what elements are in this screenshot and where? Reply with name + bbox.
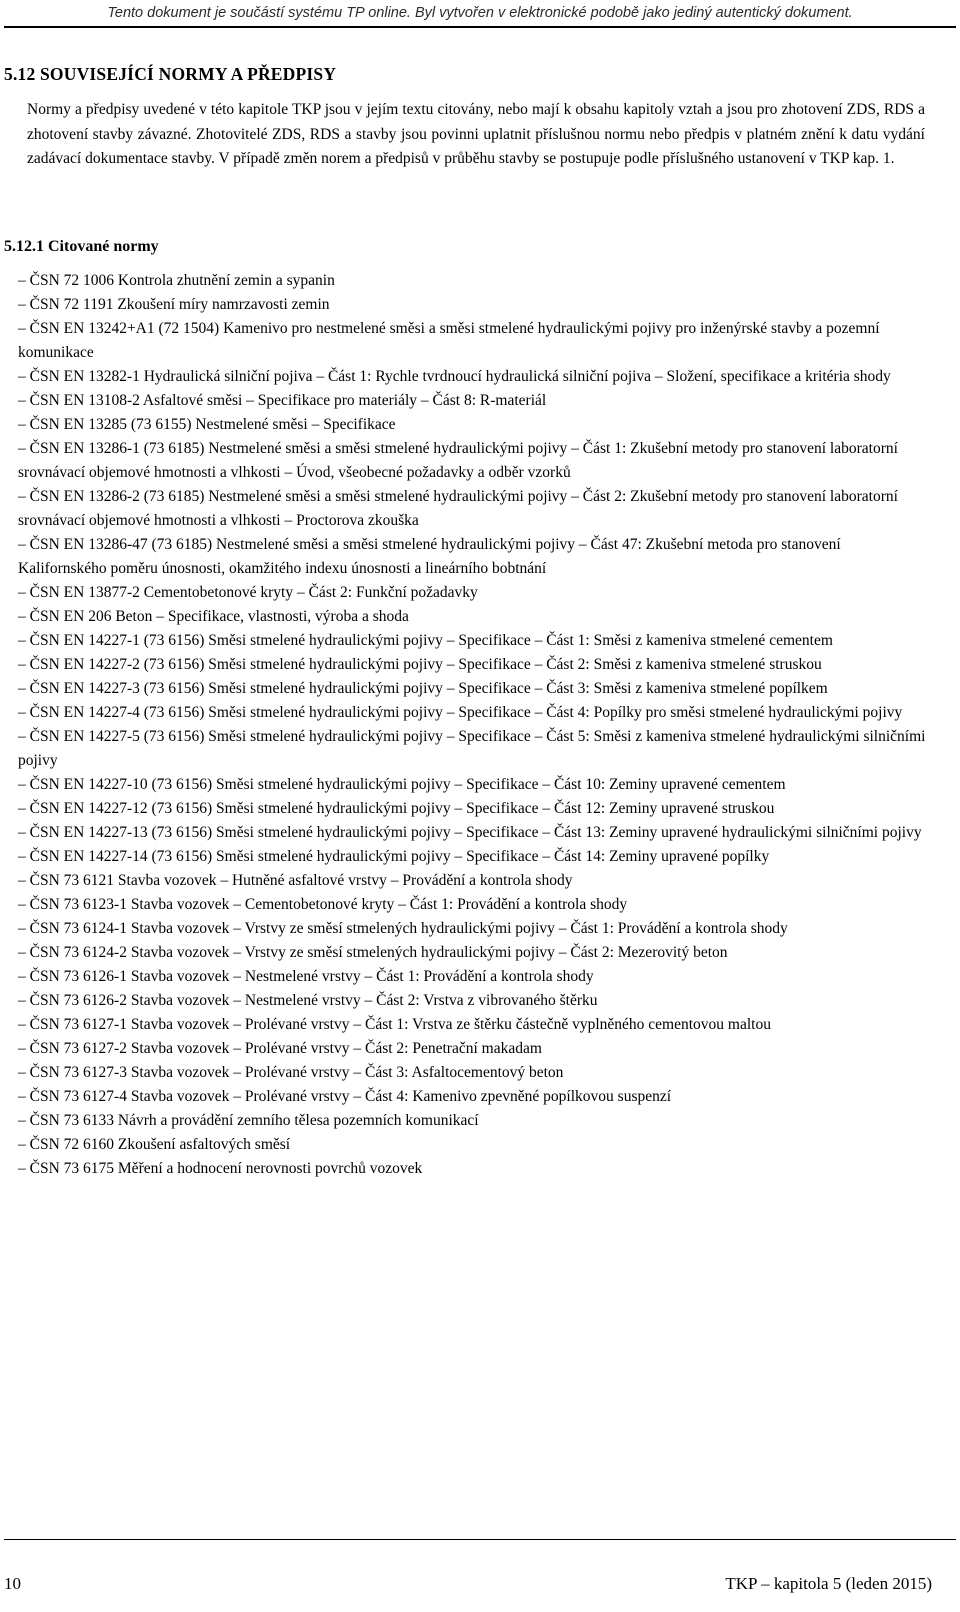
- list-item: – ČSN 73 6127-1 Stavba vozovek – Prolévané vrstvy – Část 1: Vrstva ze štěrku částečně vyplněného cementovou maltou: [18, 1016, 771, 1033]
- list-item: – ČSN EN 13877-2 Cementobetonové kryty – Část 2: Funkční požadavky: [18, 584, 478, 601]
- list-item: – ČSN EN 14227-5 (73 6156) Směsi stmelené hydraulickými pojivy – Specifikace – Část 5: Směsi z kameniva stmelené hydraulickými silničními pojivy: [18, 728, 926, 769]
- list-item: – ČSN 73 6126-2 Stavba vozovek – Nestmelené vrstvy – Část 2: Vrstva z vibrovaného štěrku: [18, 992, 598, 1009]
- list-item: – ČSN EN 14227-4 (73 6156) Směsi stmelené hydraulickými pojivy – Specifikace – Část 4: Popílky pro směsi stmelené hydraulickými pojivy: [18, 704, 903, 721]
- list-item: – ČSN 73 6133 Návrh a provádění zemního tělesa pozemních komunikací: [18, 1112, 479, 1129]
- list-item: – ČSN 72 6160 Zkoušení asfaltových směsí: [18, 1136, 291, 1153]
- list-item: – ČSN 73 6175 Měření a hodnocení nerovnosti povrchů vozovek: [18, 1160, 423, 1177]
- list-item: – ČSN 73 6121 Stavba vozovek – Hutněné asfaltové vrstvy – Provádění a kontrola shody: [18, 872, 573, 889]
- footer-document-title: TKP – kapitola 5 (leden 2015): [725, 1574, 932, 1593]
- list-item: – ČSN EN 14227-12 (73 6156) Směsi stmelené hydraulickými pojivy – Specifikace – Část 12: Zeminy upravené struskou: [18, 800, 775, 817]
- list-item: – ČSN EN 13242+A1 (72 1504) Kamenivo pro nestmelené směsi a směsi stmelené hydraulickými pojivy pro inženýrské stavby a pozemní komunikace: [18, 320, 880, 361]
- list-item: – ČSN 73 6127-2 Stavba vozovek – Prolévané vrstvy – Část 2: Penetrační makadam: [18, 1040, 542, 1057]
- subsection-heading: 5.12.1 Citované normy: [4, 238, 159, 255]
- list-item: – ČSN EN 13285 (73 6155) Nestmelené směsi – Specifikace: [18, 416, 396, 433]
- list-item: – ČSN EN 13108-2 Asfaltové směsi – Specifikace pro materiály – Část 8: R-materiál: [18, 392, 547, 409]
- header-divider: [4, 26, 956, 28]
- list-item: – ČSN EN 13286-1 (73 6185) Nestmelené směsi a směsi stmelené hydraulickými pojivy – Část 1: Zkušební metody pro stanovení laboratorní srovnávací objemové hmotnosti a vlhkosti – Úvod, všeobecné požadavky a odběr vzorků: [18, 440, 898, 481]
- list-item: – ČSN 72 1006 Kontrola zhutnění zemin a sypanin: [18, 272, 335, 289]
- list-item: – ČSN 73 6124-1 Stavba vozovek – Vrstvy ze směsí stmelených hydraulickými pojivy – Část 1: Provádění a kontrola shody: [18, 920, 788, 937]
- list-item: – ČSN 73 6124-2 Stavba vozovek – Vrstvy ze směsí stmelených hydraulickými pojivy – Část 2: Mezerovitý beton: [18, 944, 728, 961]
- list-item: – ČSN EN 206 Beton – Specifikace, vlastnosti, výroba a shoda: [18, 608, 409, 625]
- list-item: – ČSN EN 14227-3 (73 6156) Směsi stmelené hydraulickými pojivy – Specifikace – Část 3: Směsi z kameniva stmelené popílkem: [18, 680, 828, 697]
- list-item: – ČSN EN 13282-1 Hydraulická silniční pojiva – Část 1: Rychle tvrdnoucí hydraulická silniční pojiva – Složení, specifikace a kritéria shody: [18, 368, 891, 385]
- section-heading: 5.12 SOUVISEJÍCÍ NORMY A PŘEDPISY: [4, 64, 337, 84]
- list-item: – ČSN EN 14227-13 (73 6156) Směsi stmelené hydraulickými pojivy – Specifikace – Část 13: Zeminy upravené hydraulickými silničními pojivy: [18, 824, 922, 841]
- list-item: – ČSN EN 13286-47 (73 6185) Nestmelené směsi a směsi stmelené hydraulickými pojivy – Část 47: Zkušební metoda pro stanovení Kalifornského poměru únosnosti, okamžitého indexu únosnosti a lineárního bobtnání: [18, 536, 841, 577]
- list-item: – ČSN 73 6123-1 Stavba vozovek – Cementobetonové kryty – Část 1: Provádění a kontrola shody: [18, 896, 628, 913]
- norms-list: [18, 269, 926, 1181]
- page-number: 10: [4, 1574, 21, 1593]
- list-item: – ČSN EN 14227-1 (73 6156) Směsi stmelené hydraulickými pojivy – Specifikace – Část 1: Směsi z kameniva stmelené cementem: [18, 632, 833, 649]
- list-item: – ČSN EN 13286-2 (73 6185) Nestmelené směsi a směsi stmelené hydraulickými pojivy – Část 2: Zkušební metody pro stanovení laboratorní srovnávací objemové hmotnosti a vlhkosti – Proctorova zkouška: [18, 488, 898, 529]
- list-item: – ČSN 73 6127-3 Stavba vozovek – Prolévané vrstvy – Část 3: Asfaltocementový beton: [18, 1064, 564, 1081]
- intro-paragraph: Normy a předpisy uvedené v této kapitole TKP jsou v jejím textu citovány, nebo mají k obsahu kapitoly vztah a jsou pro zhotovení ZDS, RDS a zhotovení stavby závazné. Zhotovitelé ZDS, RDS a stavby jsou povinni uplatnit příslušnou normu nebo předpis v platném znění k datu vydání zadávací dokumentace stavby. V případě změn norem a předpisů v průběhu stavby se postupuje podle příslušného ustanovení v TKP kap. 1.: [27, 101, 925, 167]
- list-item: – ČSN EN 14227-14 (73 6156) Směsi stmelené hydraulickými pojivy – Specifikace – Část 14: Zeminy upravené popílky: [18, 848, 770, 865]
- list-item: – ČSN 72 1191 Zkoušení míry namrzavosti zemin: [18, 296, 330, 313]
- list-item: – ČSN EN 14227-10 (73 6156) Směsi stmelené hydraulickými pojivy – Specifikace – Část 10: Zeminy upravené cementem: [18, 776, 786, 793]
- footer-divider: [4, 1539, 956, 1540]
- list-item: – ČSN EN 14227-2 (73 6156) Směsi stmelené hydraulickými pojivy – Specifikace – Část 2: Směsi z kameniva stmelené struskou: [18, 656, 822, 673]
- list-item: – ČSN 73 6126-1 Stavba vozovek – Nestmelené vrstvy – Část 1: Provádění a kontrola shody: [18, 968, 594, 985]
- document-banner: Tento dokument je součástí systému TP online. Byl vytvořen v elektronické podobě jako jediný autentický dokument.: [107, 5, 853, 21]
- list-item: – ČSN 73 6127-4 Stavba vozovek – Prolévané vrstvy – Část 4: Kamenivo zpevněné popílkovou suspenzí: [18, 1088, 672, 1105]
